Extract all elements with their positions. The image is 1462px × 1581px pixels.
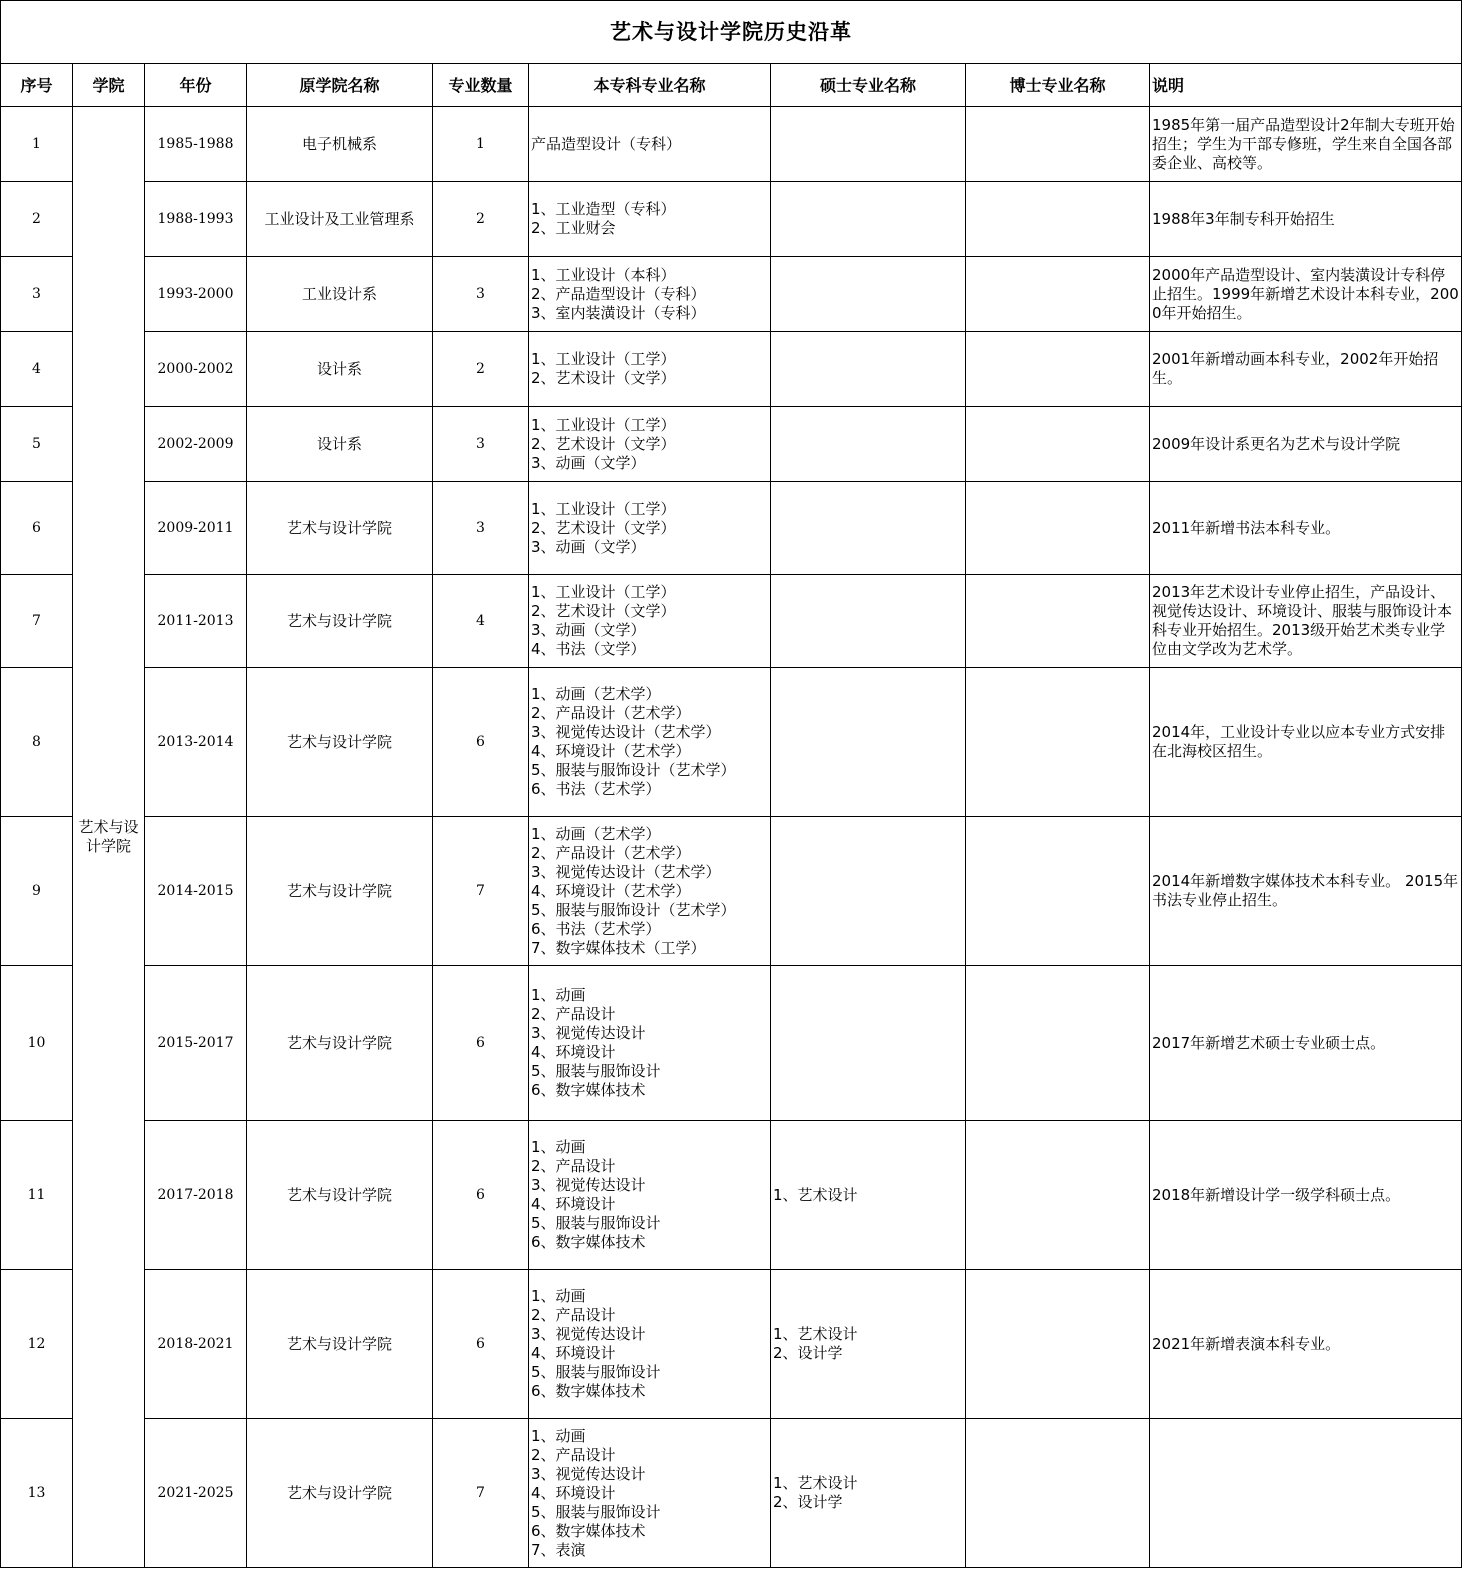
cell-phd (966, 1419, 1150, 1568)
cell-year: 2009-2011 (145, 482, 247, 575)
table-row (1, 817, 1462, 966)
cell-former-name: 艺术与设计学院 (247, 1270, 433, 1419)
cell-note: 2000年产品造型设计、室内装潢设计专科停止招生。1999年新增艺术设计本科专业，2000年开始招生。 (1150, 257, 1462, 332)
cell-count: 6 (433, 668, 529, 817)
cell-year: 1988-1993 (145, 182, 247, 257)
header-former-name: 原学院名称 (247, 64, 433, 107)
cell-seq: 5 (1, 407, 73, 482)
cell-count: 6 (433, 1121, 529, 1270)
cell-seq: 12 (1, 1270, 73, 1419)
cell-undergrad: 1、动画 2、产品设计 3、视觉传达设计 4、环境设计 5、服装与服饰设计 6、数字媒体技术 7、表演 (529, 1419, 771, 1568)
header-master: 硕士专业名称 (771, 64, 966, 107)
cell-undergrad: 1、动画（艺术学） 2、产品设计（艺术学） 3、视觉传达设计（艺术学） 4、环境设计（艺术学） 5、服装与服饰设计（艺术学） 6、书法（艺术学） 7、数字媒体技术（工学） (529, 817, 771, 966)
cell-former-name: 工业设计及工业管理系 (247, 182, 433, 257)
table-row (1, 407, 1462, 482)
cell-undergrad: 1、工业设计（工学） 2、艺术设计（文学） 3、动画（文学） (529, 407, 771, 482)
cell-master (771, 668, 966, 817)
cell-phd (966, 1270, 1150, 1419)
cell-year: 2018-2021 (145, 1270, 247, 1419)
header-year: 年份 (145, 64, 247, 107)
cell-master (771, 966, 966, 1121)
table-row (1, 966, 1462, 1121)
cell-master (771, 257, 966, 332)
cell-note: 2009年设计系更名为艺术与设计学院 (1150, 407, 1462, 482)
cell-former-name: 艺术与设计学院 (247, 482, 433, 575)
cell-count: 7 (433, 1419, 529, 1568)
cell-master (771, 575, 966, 668)
cell-year: 1985-1988 (145, 107, 247, 182)
title-row (1, 1, 1462, 64)
cell-seq: 6 (1, 482, 73, 575)
cell-count: 1 (433, 107, 529, 182)
cell-count: 4 (433, 575, 529, 668)
cell-note: 2013年艺术设计专业停止招生，产品设计、视觉传达设计、环境设计、服装与服饰设计本科专业开始招生。2013级开始艺术类专业学位由文学改为艺术学。 (1150, 575, 1462, 668)
cell-count: 3 (433, 407, 529, 482)
cell-note: 2011年新增书法本科专业。 (1150, 482, 1462, 575)
header-seq: 序号 (1, 64, 73, 107)
table-row (1, 575, 1462, 668)
cell-count: 6 (433, 1270, 529, 1419)
cell-count: 3 (433, 257, 529, 332)
cell-undergrad: 1、动画（艺术学） 2、产品设计（艺术学） 3、视觉传达设计（艺术学） 4、环境设计（艺术学） 5、服装与服饰设计（艺术学） 6、书法（艺术学） (529, 668, 771, 817)
cell-note: 2017年新增艺术硕士专业硕士点。 (1150, 966, 1462, 1121)
cell-count: 6 (433, 966, 529, 1121)
cell-note: 2001年新增动画本科专业，2002年开始招生。 (1150, 332, 1462, 407)
cell-seq: 11 (1, 1121, 73, 1270)
cell-note: 1985年第一届产品造型设计2年制大专班开始招生；学生为干部专修班，学生来自全国各部委企业、高校等。 (1150, 107, 1462, 182)
cell-phd (966, 182, 1150, 257)
cell-master: 1、艺术设计 (771, 1121, 966, 1270)
cell-phd (966, 966, 1150, 1121)
cell-seq: 8 (1, 668, 73, 817)
cell-year: 2013-2014 (145, 668, 247, 817)
cell-phd (966, 257, 1150, 332)
cell-former-name: 设计系 (247, 332, 433, 407)
cell-former-name: 艺术与设计学院 (247, 575, 433, 668)
table-row (1, 332, 1462, 407)
cell-former-name: 艺术与设计学院 (247, 1419, 433, 1568)
cell-former-name: 艺术与设计学院 (247, 817, 433, 966)
cell-year: 2011-2013 (145, 575, 247, 668)
cell-seq: 13 (1, 1419, 73, 1568)
cell-undergrad: 1、工业设计（本科） 2、产品造型设计（专科） 3、室内装潢设计（专科） (529, 257, 771, 332)
cell-master: 1、艺术设计 2、设计学 (771, 1270, 966, 1419)
cell-phd (966, 575, 1150, 668)
cell-seq: 2 (1, 182, 73, 257)
cell-note: 2021年新增表演本科专业。 (1150, 1270, 1462, 1419)
table-row (1, 107, 1462, 182)
cell-master (771, 407, 966, 482)
header-note: 说明 (1150, 64, 1462, 107)
cell-year: 2014-2015 (145, 817, 247, 966)
cell-year: 2015-2017 (145, 966, 247, 1121)
cell-undergrad: 1、动画 2、产品设计 3、视觉传达设计 4、环境设计 5、服装与服饰设计 6、数字媒体技术 (529, 966, 771, 1121)
cell-master: 1、艺术设计 2、设计学 (771, 1419, 966, 1568)
cell-master (771, 817, 966, 966)
cell-year: 2002-2009 (145, 407, 247, 482)
header-undergrad: 本专科专业名称 (529, 64, 771, 107)
cell-college-merged: 艺术与设计学院 (73, 107, 145, 1568)
cell-undergrad: 1、动画 2、产品设计 3、视觉传达设计 4、环境设计 5、服装与服饰设计 6、数字媒体技术 (529, 1121, 771, 1270)
cell-count: 2 (433, 332, 529, 407)
cell-master (771, 332, 966, 407)
cell-phd (966, 107, 1150, 182)
cell-note (1150, 1419, 1462, 1568)
cell-former-name: 工业设计系 (247, 257, 433, 332)
header-phd: 博士专业名称 (966, 64, 1150, 107)
table-title: 艺术与设计学院历史沿革 (1, 1, 1462, 64)
cell-phd (966, 407, 1150, 482)
cell-year: 2021-2025 (145, 1419, 247, 1568)
cell-master (771, 182, 966, 257)
cell-phd (966, 817, 1150, 966)
cell-note: 2014年新增数字媒体技术本科专业。 2015年书法专业停止招生。 (1150, 817, 1462, 966)
cell-seq: 9 (1, 817, 73, 966)
table-row (1, 1121, 1462, 1270)
header-row (1, 64, 1462, 107)
cell-master (771, 107, 966, 182)
cell-former-name: 艺术与设计学院 (247, 668, 433, 817)
cell-count: 7 (433, 817, 529, 966)
cell-undergrad: 产品造型设计（专科） (529, 107, 771, 182)
cell-seq: 7 (1, 575, 73, 668)
cell-seq: 3 (1, 257, 73, 332)
table-row (1, 182, 1462, 257)
cell-former-name: 艺术与设计学院 (247, 966, 433, 1121)
cell-undergrad: 1、工业设计（工学） 2、艺术设计（文学） (529, 332, 771, 407)
cell-year: 2000-2002 (145, 332, 247, 407)
cell-seq: 1 (1, 107, 73, 182)
cell-master (771, 482, 966, 575)
cell-undergrad: 1、动画 2、产品设计 3、视觉传达设计 4、环境设计 5、服装与服饰设计 6、数字媒体技术 (529, 1270, 771, 1419)
cell-former-name: 艺术与设计学院 (247, 1121, 433, 1270)
cell-year: 1993-2000 (145, 257, 247, 332)
header-count: 专业数量 (433, 64, 529, 107)
table-row (1, 257, 1462, 332)
cell-phd (966, 1121, 1150, 1270)
cell-note: 2018年新增设计学一级学科硕士点。 (1150, 1121, 1462, 1270)
cell-undergrad: 1、工业设计（工学） 2、艺术设计（文学） 3、动画（文学） 4、书法（文学） (529, 575, 771, 668)
cell-phd (966, 332, 1150, 407)
cell-phd (966, 668, 1150, 817)
cell-seq: 4 (1, 332, 73, 407)
cell-phd (966, 482, 1150, 575)
table-row (1, 668, 1462, 817)
cell-former-name: 电子机械系 (247, 107, 433, 182)
cell-count: 2 (433, 182, 529, 257)
cell-undergrad: 1、工业设计（工学） 2、艺术设计（文学） 3、动画（文学） (529, 482, 771, 575)
cell-former-name: 设计系 (247, 407, 433, 482)
table-row (1, 1419, 1462, 1568)
cell-seq: 10 (1, 966, 73, 1121)
cell-note: 2014年，工业设计专业以应本专业方式安排在北海校区招生。 (1150, 668, 1462, 817)
header-college: 学院 (73, 64, 145, 107)
cell-undergrad: 1、工业造型（专科） 2、工业财会 (529, 182, 771, 257)
cell-year: 2017-2018 (145, 1121, 247, 1270)
table-row (1, 1270, 1462, 1419)
table-row (1, 482, 1462, 575)
cell-note: 1988年3年制专科开始招生 (1150, 182, 1462, 257)
cell-count: 3 (433, 482, 529, 575)
